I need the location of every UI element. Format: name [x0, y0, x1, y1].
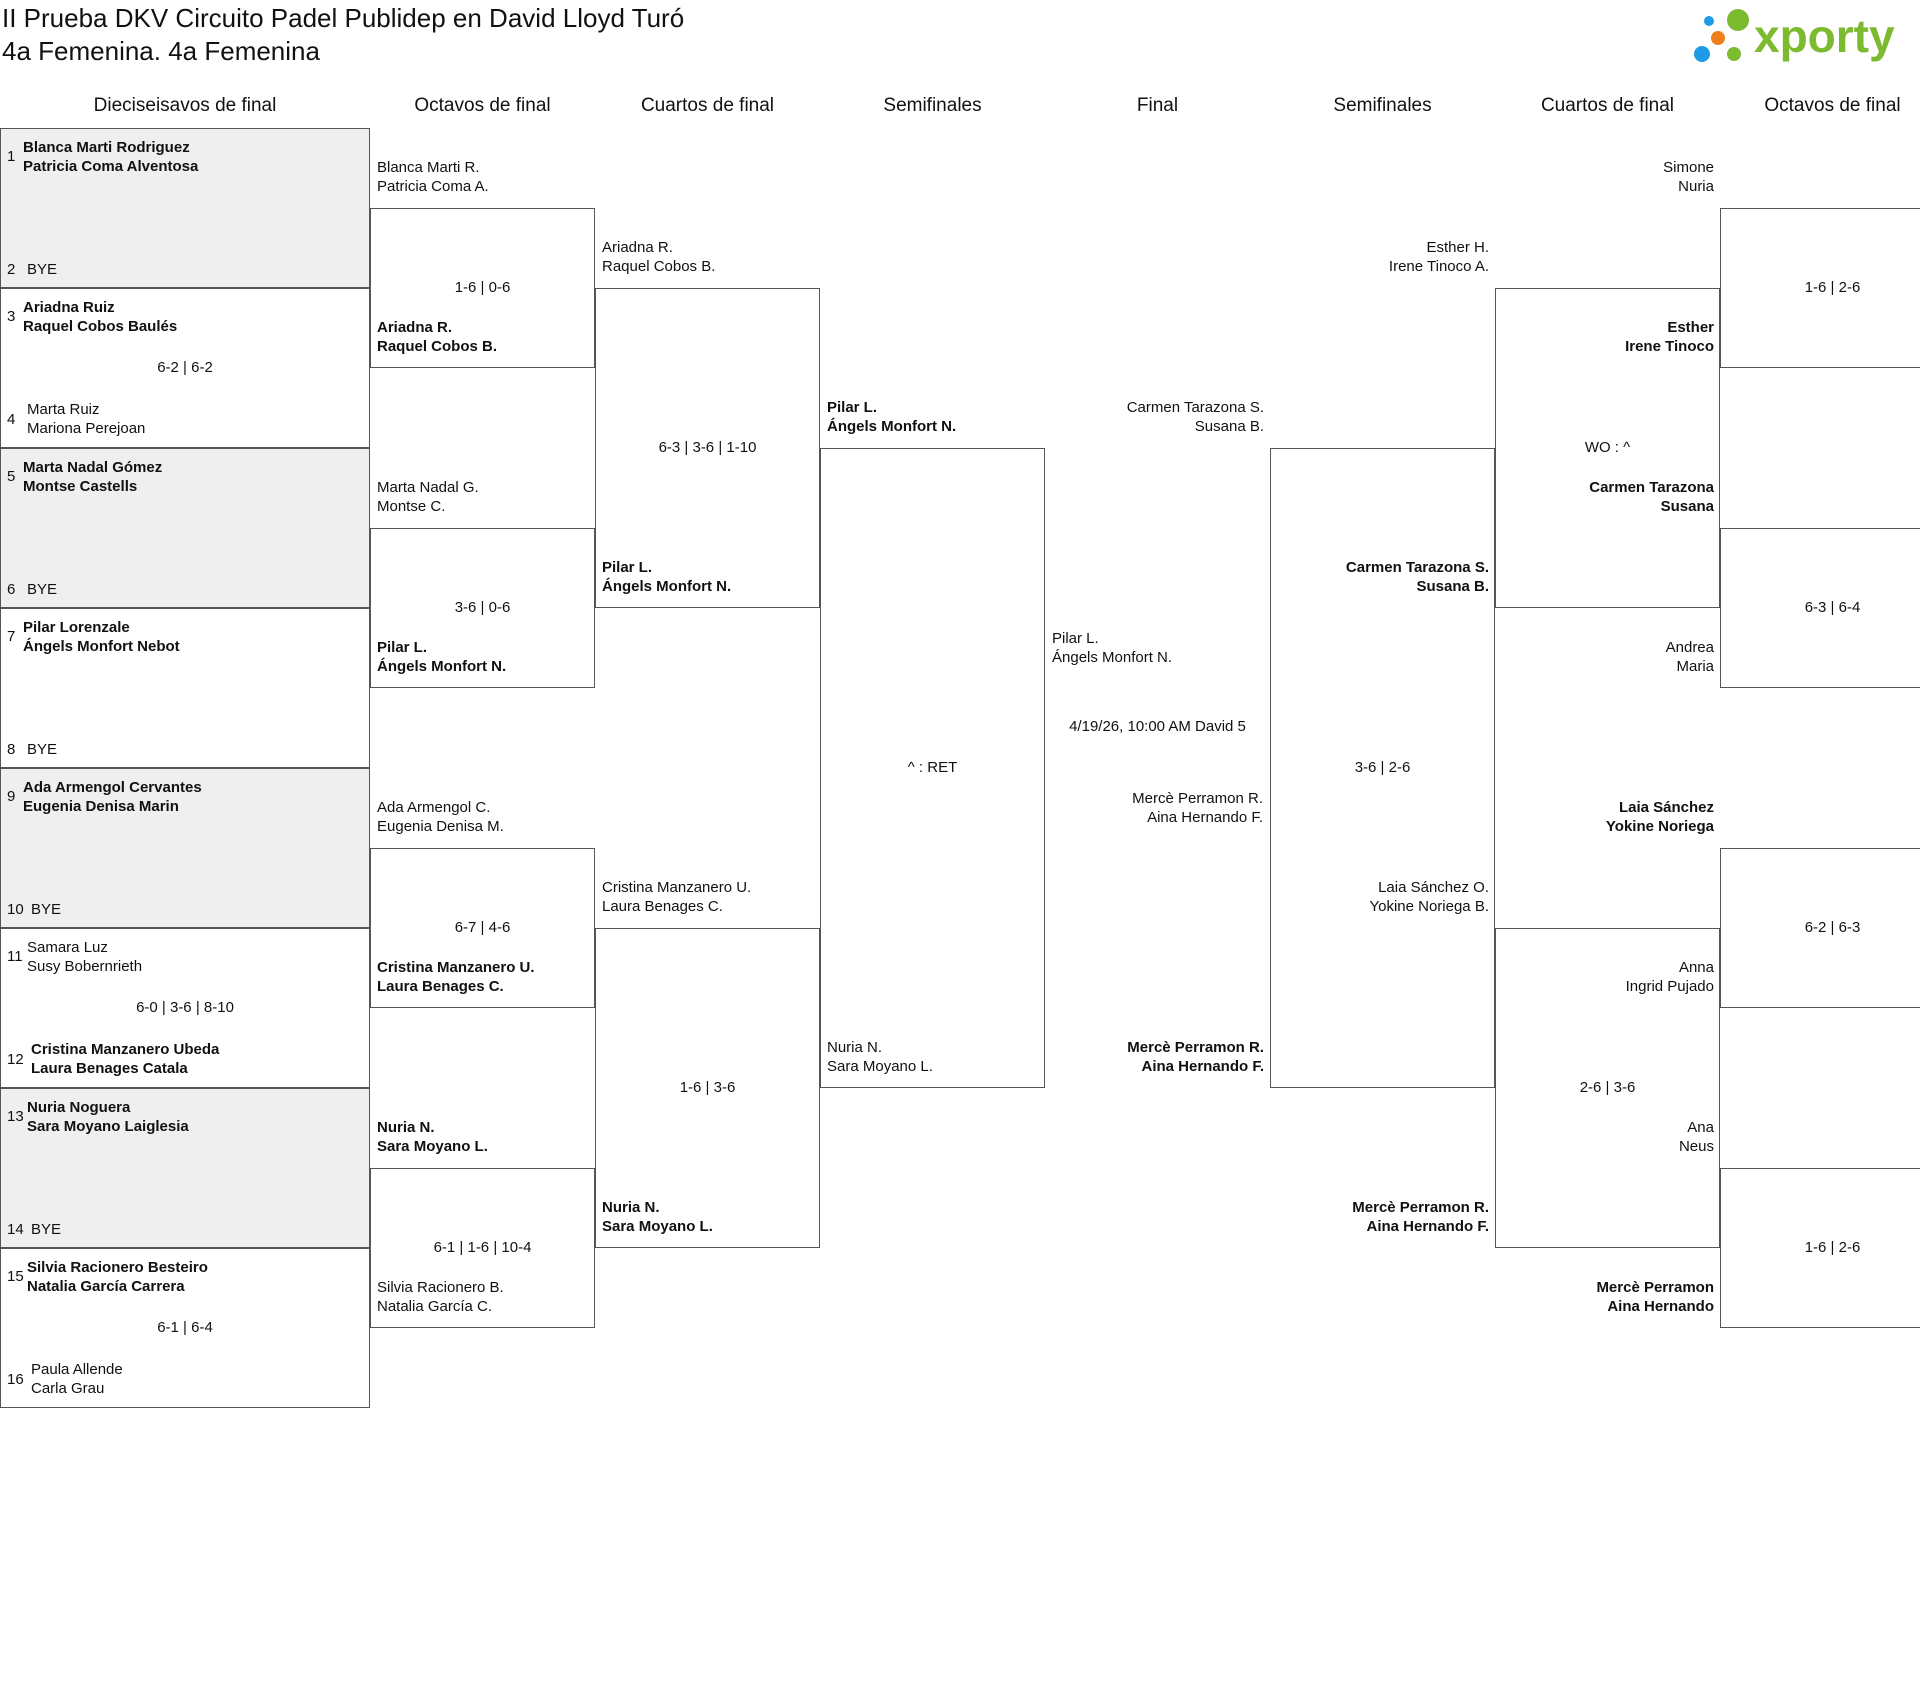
right_qf-team-bottom [1278, 1198, 1489, 1236]
player-name: Eugenia Denisa M. [377, 818, 504, 835]
player-name: Carmen Tarazona S. [1345, 559, 1489, 576]
left_r16-team-top [377, 798, 592, 836]
r32-team-top [27, 938, 357, 976]
r32-team-top [27, 1258, 357, 1296]
player-name: Ariadna R. [377, 319, 453, 336]
right_sf_arr-match-score: 3-6 | 2-6 [1354, 759, 1411, 776]
final-team-top [1052, 629, 1252, 667]
player-name: Ada Armengol Cervantes [23, 779, 202, 796]
round-header: Octavos de final [1764, 95, 1901, 116]
seed-number: 8 [7, 741, 16, 758]
player-name: Carmen Tarazona [1589, 479, 1714, 496]
right_r16-team-bottom [1503, 958, 1714, 996]
round-header: Final [1136, 95, 1179, 116]
seed-number: 10 [7, 901, 24, 918]
player-name: Aina Hernando [1607, 1298, 1714, 1315]
r32-team-bottom [27, 260, 357, 279]
r32-team-bottom [31, 1220, 361, 1239]
player-name: Blanca Marti R. [377, 159, 480, 176]
player-name: Raquel Cobos B. [377, 338, 498, 355]
left_qf-match-score: 6-3 | 3-6 | 1-10 [658, 439, 757, 456]
player-name: Sara Moyano Laiglesia [27, 1118, 189, 1135]
player-name: BYE [27, 261, 58, 278]
player-name: Marta Ruiz [27, 401, 100, 418]
player-name: Mercè Perramon R. [1352, 1199, 1489, 1216]
r32-team-bottom [27, 580, 357, 599]
player-name: Nuria N. [377, 1119, 435, 1136]
xporty-logo[interactable] [1690, 6, 1915, 66]
player-name: Paula Allende [31, 1361, 123, 1378]
player-name: Laura Benages Catala [31, 1060, 188, 1077]
left_r16-team-bottom [377, 958, 592, 996]
player-name: Nuria N. [602, 1199, 660, 1216]
left_r16-match-score: 6-7 | 4-6 [454, 919, 511, 936]
player-name: Ángels Monfort N. [377, 658, 507, 675]
seed-number: 7 [7, 628, 16, 645]
player-name: Susana B. [1194, 418, 1264, 435]
seed-number: 15 [7, 1268, 24, 1285]
left_qf-team-bottom [602, 1198, 817, 1236]
right_r16-match-score: 6-2 | 6-3 [1804, 919, 1861, 936]
right_r16-team-bottom [1503, 1278, 1714, 1316]
right_sf_arr-team-bottom [1053, 1038, 1264, 1076]
seed-number: 11 [7, 948, 23, 965]
logo-text: xporty [1754, 10, 1895, 62]
round-header: Octavos de final [414, 95, 551, 116]
right_qf-team-top [1278, 878, 1489, 916]
player-name: BYE [31, 1221, 62, 1238]
r32-team-top [23, 458, 353, 496]
r32-match-score: 6-1 | 6-4 [157, 1319, 213, 1336]
player-name: Simone [1663, 159, 1714, 176]
player-name: Laia Sánchez O. [1378, 879, 1489, 896]
player-name: Montse C. [377, 498, 446, 515]
player-name: Esther [1667, 319, 1714, 336]
right_qf-match-score: 2-6 | 3-6 [1579, 1079, 1636, 1096]
right_r16-team-top [1503, 158, 1714, 196]
round-header: Cuartos de final [640, 95, 775, 116]
player-name: Ariadna R. [602, 239, 673, 256]
player-name: Patricia Coma A. [377, 178, 489, 195]
player-name: Pilar L. [377, 639, 428, 656]
seed-number: 13 [7, 1108, 24, 1125]
left_sf_arr-match-score: ^ : RET [907, 759, 958, 776]
seed-number: 9 [7, 788, 16, 805]
player-name: Andrea [1665, 639, 1714, 656]
r32-team-bottom [31, 1040, 361, 1078]
player-name: Ángels Monfort N. [1052, 649, 1173, 666]
r32-team-top [23, 618, 353, 656]
player-name: Laura Benages C. [602, 898, 723, 915]
player-name: Nuria Noguera [27, 1099, 131, 1116]
player-name: Raquel Cobos B. [602, 258, 716, 275]
right_r16-team-top [1503, 798, 1714, 836]
round-header: Semifinales [1333, 95, 1432, 116]
player-name: Cristina Manzanero U. [602, 879, 752, 896]
player-name: Susana [1660, 498, 1714, 515]
player-name: Anna [1678, 959, 1714, 976]
player-name: Samara Luz [27, 939, 108, 956]
player-name: Ángels Monfort N. [602, 578, 732, 595]
player-name: Aina Hernando F. [1141, 1058, 1264, 1075]
left_r16-team-bottom [377, 1278, 592, 1316]
player-name: Marta Nadal Gómez [23, 459, 163, 476]
player-name: Sara Moyano L. [377, 1138, 488, 1155]
player-name: Pilar L. [602, 559, 653, 576]
left_qf-match-score: 1-6 | 3-6 [679, 1079, 736, 1096]
player-name: Mercè Perramon [1596, 1279, 1714, 1296]
seed-number: 12 [7, 1051, 24, 1068]
tournament-title: II Prueba DKV Circuito Padel Publidep en David Lloyd Turó [2, 3, 685, 33]
player-name: Mercè Perramon R. [1127, 1039, 1264, 1056]
player-name: Silvia Racionero Besteiro [27, 1259, 208, 1276]
seed-number: 6 [7, 581, 16, 598]
r32-team-top [23, 778, 353, 816]
player-name: Montse Castells [23, 478, 138, 495]
player-name: Ariadna Ruiz [23, 299, 115, 316]
round-header: Semifinales [883, 95, 982, 116]
right_qf-team-top [1278, 238, 1489, 276]
right_r16-team-top [1503, 478, 1714, 516]
player-name: Maria [1676, 658, 1714, 675]
player-name: Cristina Manzanero Ubeda [31, 1041, 220, 1058]
left_r16-team-top [377, 158, 592, 196]
left_r16-match-score: 1-6 | 0-6 [454, 279, 511, 296]
logo-dot-orange [1711, 31, 1725, 45]
final-match-info: 4/19/26, 10:00 AM David 5 [1069, 718, 1246, 735]
left_qf-team-top [602, 238, 817, 276]
seed-number: 16 [7, 1371, 24, 1388]
r32-team-top [23, 298, 353, 336]
logo-dot-green-small [1727, 47, 1741, 61]
left_r16-match-score: 6-1 | 1-6 | 10-4 [433, 1239, 532, 1256]
r32-team-bottom [31, 900, 361, 919]
left_r16-team-bottom [377, 318, 592, 356]
r32-team-bottom [27, 740, 357, 759]
player-name: Patricia Coma Alventosa [23, 158, 199, 175]
player-name: BYE [27, 581, 58, 598]
player-name: Pilar L. [827, 399, 878, 416]
right_r16-team-bottom [1503, 638, 1714, 676]
player-name: Blanca Marti Rodriguez [23, 139, 190, 156]
left_r16-team-top [377, 1118, 592, 1156]
final-team-bottom [1063, 789, 1263, 827]
player-name: Mercè Perramon R. [1132, 790, 1263, 807]
player-name: Silvia Racionero B. [377, 1279, 504, 1296]
player-name: BYE [27, 741, 58, 758]
player-name: Pilar L. [1052, 630, 1099, 647]
seed-number: 1 [7, 148, 16, 165]
seed-number: 4 [7, 411, 16, 428]
player-name: Aina Hernando F. [1366, 1218, 1489, 1235]
round-header: Cuartos de final [1540, 95, 1675, 116]
player-name: Yokine Noriega [1605, 818, 1714, 835]
r32-team-bottom [31, 1360, 361, 1398]
player-name: Marta Nadal G. [377, 479, 479, 496]
r32-team-bottom [27, 400, 357, 438]
player-name: Ana [1687, 1119, 1714, 1136]
left_sf_arr-team-bottom [827, 1038, 1042, 1076]
player-name: Cristina Manzanero U. [377, 959, 535, 976]
player-name: Eugenia Denisa Marin [23, 798, 179, 815]
player-name: Nuria [1678, 178, 1714, 195]
logo-dot-green [1727, 9, 1749, 31]
r32-team-top [27, 1098, 357, 1136]
r32-match-score: 6-0 | 3-6 | 8-10 [136, 999, 234, 1016]
player-name: Pilar Lorenzale [23, 619, 130, 636]
player-name: Ingrid Pujado [1625, 978, 1714, 995]
logo-dot-blue [1694, 46, 1710, 62]
right_r16-team-bottom [1503, 318, 1714, 356]
player-name: Laia Sánchez [1618, 799, 1714, 816]
left_r16-team-bottom [377, 638, 592, 676]
player-name: Irene Tinoco A. [1388, 258, 1489, 275]
right_qf-team-bottom [1278, 558, 1489, 596]
player-name: Natalia García C. [377, 1298, 493, 1315]
player-name: Neus [1678, 1138, 1714, 1155]
right_r16-match-score: 1-6 | 2-6 [1804, 279, 1861, 296]
player-name: Susana B. [1416, 578, 1489, 595]
player-name: Carla Grau [31, 1380, 105, 1397]
player-name: Natalia García Carrera [27, 1278, 185, 1295]
left_qf-team-top [602, 878, 817, 916]
player-name: Raquel Cobos Baulés [23, 318, 178, 335]
r32-match-score: 6-2 | 6-2 [157, 359, 213, 376]
logo-dot-blue-small [1704, 16, 1714, 26]
player-name: Nuria N. [827, 1039, 883, 1056]
player-name: Yokine Noriega B. [1369, 898, 1489, 915]
seed-number: 3 [7, 308, 16, 325]
player-name: Laura Benages C. [377, 978, 504, 995]
category-title: 4a Femenina. 4a Femenina [2, 36, 320, 66]
player-name: Aina Hernando F. [1147, 809, 1263, 826]
left_r16-team-top [377, 478, 592, 516]
seed-number: 2 [7, 261, 16, 278]
seed-number: 5 [7, 468, 16, 485]
right_r16-match-score: 1-6 | 2-6 [1804, 1239, 1861, 1256]
right_r16-team-top [1503, 1118, 1714, 1156]
right_qf-match-score: WO : ^ [1584, 439, 1631, 456]
r32-team-top [23, 138, 353, 176]
right_sf_arr-team-top [1053, 398, 1264, 436]
player-name: Ada Armengol C. [377, 799, 491, 816]
left_r16-match-score: 3-6 | 0-6 [454, 599, 511, 616]
left_qf-team-bottom [602, 558, 817, 596]
player-name: Sara Moyano L. [827, 1058, 933, 1075]
left_sf_arr-team-top [827, 398, 1042, 436]
player-name: BYE [31, 901, 62, 918]
player-name: Mariona Perejoan [27, 420, 146, 437]
player-name: Susy Bobernrieth [27, 958, 143, 975]
player-name: Esther H. [1426, 239, 1489, 256]
player-name: Sara Moyano L. [602, 1218, 713, 1235]
player-name: Irene Tinoco [1625, 338, 1714, 355]
right_r16-match-score: 6-3 | 6-4 [1804, 599, 1861, 616]
player-name: Ángels Monfort N. [827, 418, 957, 435]
round-header: Dieciseisavos de final [93, 95, 277, 116]
seed-number: 14 [7, 1221, 24, 1238]
player-name: Ángels Monfort Nebot [23, 638, 180, 655]
player-name: Carmen Tarazona S. [1126, 399, 1264, 416]
